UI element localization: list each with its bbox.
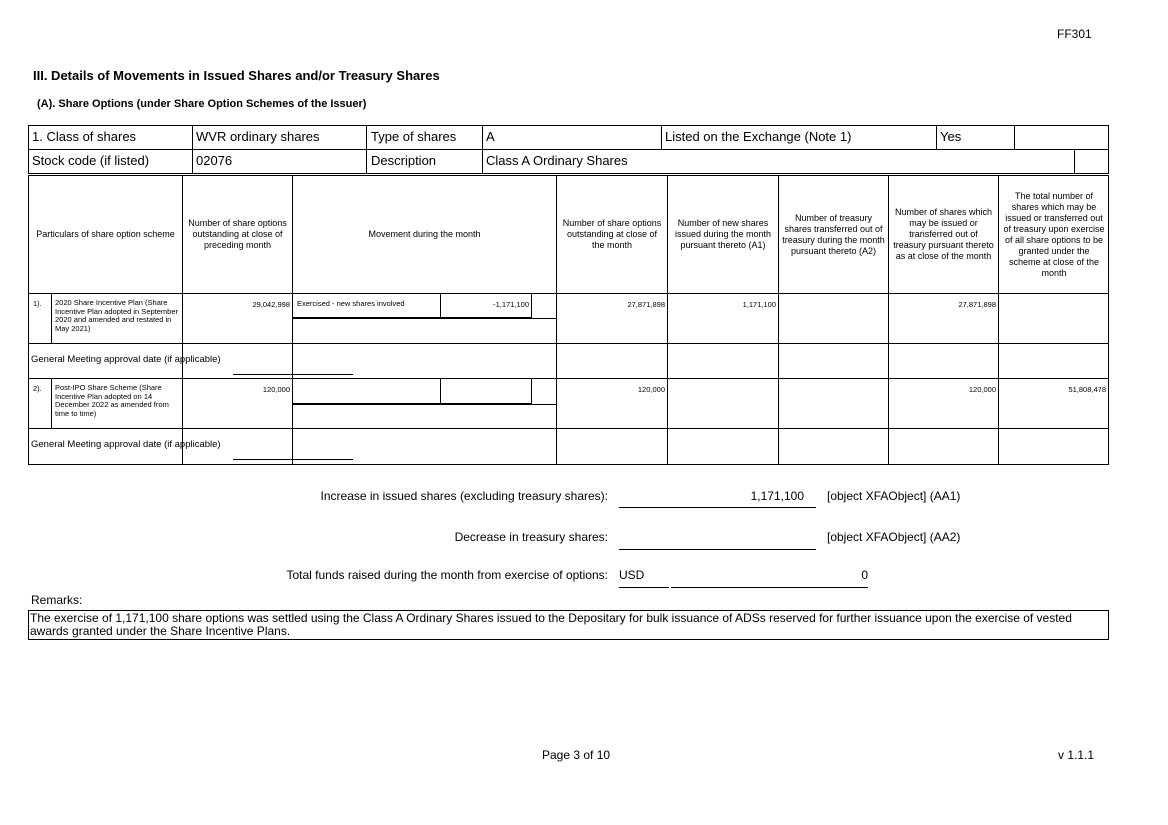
header-treasury-transferred: Number of treasury shares transferred out of treasury during the month pursuant thereto (A2)	[782, 212, 885, 256]
type-label: Type of shares	[371, 129, 457, 144]
increase-label: Increase in issued shares (excluding treasury shares):	[320, 489, 608, 503]
new-shares[interactable]: 1,171,100	[742, 300, 776, 309]
outstanding-close[interactable]: 27,871,898	[627, 300, 665, 309]
increase-value[interactable]: 1,171,100	[750, 489, 804, 503]
gm-approval-label: General Meeting approval date (if applicable)	[31, 439, 221, 450]
decrease-note: [object XFAObject] (AA2)	[827, 530, 961, 544]
outstanding-prev[interactable]: 120,000	[262, 385, 290, 394]
movement-value[interactable]	[441, 381, 531, 389]
listed-label: Listed on the Exchange (Note 1)	[665, 129, 852, 144]
funds-currency[interactable]: USD	[619, 568, 645, 582]
header-particulars: Particulars of share option scheme	[36, 229, 175, 239]
description-label: Description	[371, 153, 437, 168]
funds-label: Total funds raised during the month from exercise of options:	[286, 568, 608, 582]
remarks-label: Remarks:	[31, 593, 83, 607]
movement-type[interactable]	[294, 383, 439, 387]
gm-approval-label: General Meeting approval date (if applicable)	[31, 354, 221, 365]
gm-approval-field[interactable]	[233, 374, 353, 375]
outstanding-prev[interactable]: 29,042,998	[252, 300, 290, 309]
total-may-be-issued[interactable]	[999, 296, 1108, 304]
description-value[interactable]: Class A Ordinary Shares	[486, 153, 628, 168]
stock-code-value[interactable]: 02076	[196, 153, 233, 168]
header-movement: Movement during the month	[368, 229, 481, 239]
outstanding-close[interactable]: 120,000	[637, 385, 665, 394]
movement-value[interactable]: -1,171,100	[493, 300, 529, 309]
header-total-may-be-issued: The total number of shares which may be issued or transferred out of treasury upon exercise of all share options to be granted under the scheme at close of the month	[1003, 190, 1105, 278]
header-outstanding-close: Number of share options outstanding at close of the month	[562, 218, 662, 250]
version: v 1.1.1	[1058, 748, 1095, 762]
remarks-box[interactable]: The exercise of 1,171,100 share options was settled using the Class A Ordinary Shares issued to the Depositary for bulk issuance of ADSs reserved for further issuance upon the exercise of vested awards granted under the Share Incentive Plans.	[28, 610, 1109, 640]
listed-value[interactable]: Yes	[940, 129, 962, 144]
treasury-transferred[interactable]	[779, 296, 888, 304]
decrease-label: Decrease in treasury shares:	[454, 530, 608, 544]
type-value[interactable]: A	[486, 129, 495, 144]
form-code: FF301	[1057, 27, 1092, 41]
header-new-shares: Number of new shares issued during the month pursuant thereto (A1)	[674, 218, 772, 250]
stock-code-label: Stock code (if listed)	[32, 153, 150, 168]
gm-approval-field[interactable]	[233, 459, 353, 460]
page-number: Page 3 of 10	[542, 748, 611, 762]
header-may-be-issued: Number of shares which may be issued or transferred out of treasury pursuant thereto as at close of the month	[893, 207, 994, 261]
funds-value[interactable]: 0	[861, 568, 868, 582]
subsection-title: (A). Share Options (under Share Option Schemes of the Issuer)	[37, 98, 367, 110]
header-outstanding-prev: Number of share options outstanding at close of preceding month	[188, 218, 287, 250]
total-may-be-issued[interactable]: 51,808,478	[1068, 385, 1106, 394]
may-be-issued[interactable]: 27,871,898	[958, 300, 996, 309]
scheme-index: 1).	[33, 299, 42, 308]
movement-type[interactable]: Exercised - new shares involved	[297, 299, 405, 308]
scheme-index: 2).	[33, 384, 42, 393]
treasury-transferred[interactable]	[779, 381, 888, 389]
class-label: 1. Class of shares	[32, 129, 137, 144]
scheme-name: Post-IPO Share Scheme (Share Incentive Plan adopted on 14 December 2022 as amended from time to time)	[55, 383, 169, 418]
scheme-name: 2020 Share Incentive Plan (Share Incentive Plan adopted in September 2020 and amended and restated in May 2021)	[55, 298, 178, 333]
may-be-issued[interactable]: 120,000	[968, 385, 996, 394]
increase-note: [object XFAObject] (AA1)	[827, 489, 961, 503]
section-title: III. Details of Movements in Issued Shares and/or Treasury Shares	[33, 68, 440, 83]
new-shares[interactable]	[668, 381, 778, 389]
class-value[interactable]: WVR ordinary shares	[196, 129, 320, 144]
